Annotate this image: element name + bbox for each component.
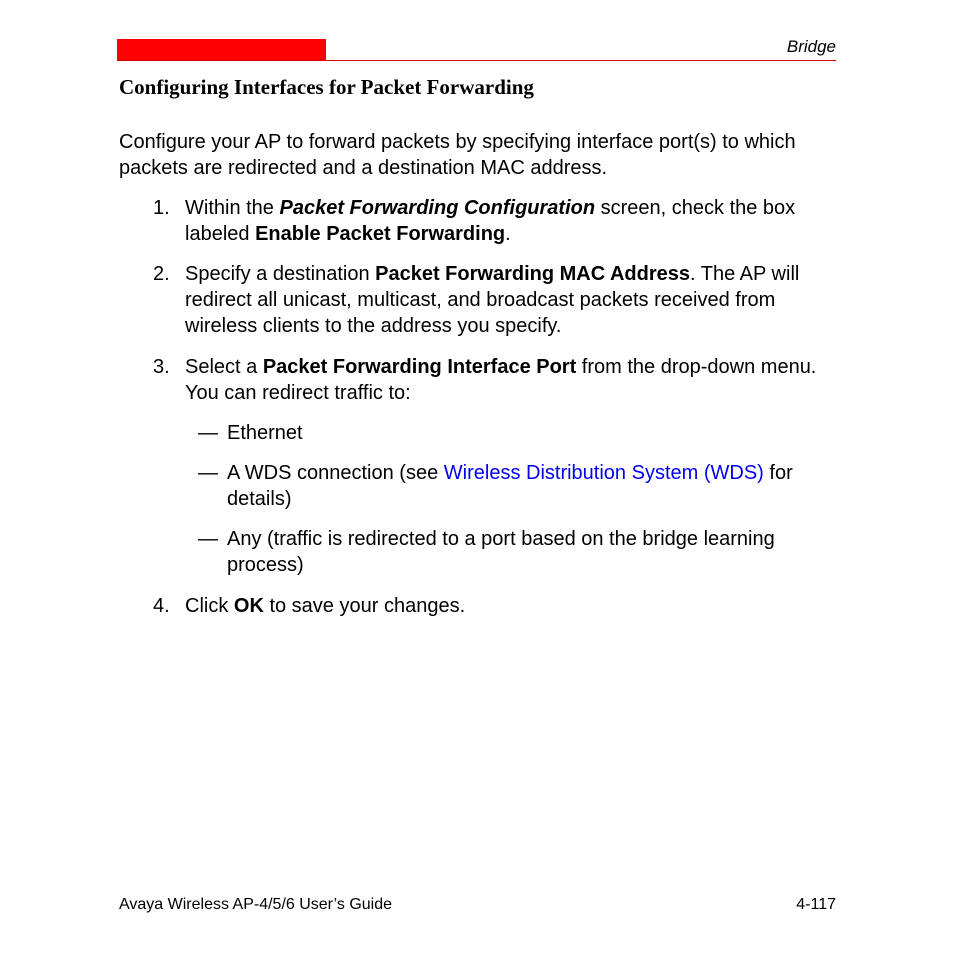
step-number: 3. bbox=[153, 356, 170, 378]
step-text: Click OK to save your changes. bbox=[185, 595, 466, 617]
step-2 bbox=[153, 261, 843, 339]
step-3 bbox=[153, 354, 843, 406]
option-wds: — A WDS connection (see Wireless Distribution System (WDS) for details) bbox=[198, 462, 793, 510]
running-header: Bridge bbox=[786, 37, 836, 56]
intro-paragraph: Configure your AP to forward packets by specifying interface port(s) to which packets are redirected and a destination MAC address. bbox=[119, 131, 796, 179]
screen-name: Packet Forwarding Configuration bbox=[279, 197, 596, 219]
step-text: Within the Packet Forwarding Configuration screen, check the box labeled Enable Packet Forwarding. bbox=[185, 197, 796, 245]
option-any: — Any (traffic is redirected to a port based on the bridge learning process) bbox=[198, 528, 775, 576]
header-accent-bar bbox=[117, 39, 326, 60]
step-4 bbox=[153, 593, 843, 619]
step-1 bbox=[153, 195, 843, 247]
wds-link[interactable]: Wireless Distribution System (WDS) bbox=[443, 462, 764, 484]
footer-page-number: 4-117 bbox=[796, 896, 836, 913]
footer-guide-title: Avaya Wireless AP-4/5/6 User’s Guide bbox=[119, 896, 393, 913]
step-text: Select a Packet Forwarding Interface Port from the drop-down menu. You can redirect traffic to: bbox=[185, 356, 817, 404]
field-name: Packet Forwarding Interface Port bbox=[262, 356, 577, 378]
em-dash: — bbox=[198, 422, 218, 444]
field-name: Packet Forwarding MAC Address bbox=[375, 263, 691, 285]
section-title: Configuring Interfaces for Packet Forwarding bbox=[119, 75, 534, 99]
field-name: Enable Packet Forwarding bbox=[255, 223, 506, 245]
em-dash: — bbox=[198, 462, 218, 484]
header-rule bbox=[117, 60, 836, 61]
step-text: Specify a destination Packet Forwarding MAC Address. The AP will redirect all unicast, multicast, and broadcast packets received from wireless clients to the address you specify. bbox=[185, 263, 800, 337]
step-number: 2. bbox=[153, 263, 170, 285]
option-ethernet: — Ethernet bbox=[198, 422, 303, 444]
button-name: OK bbox=[233, 595, 264, 617]
em-dash: — bbox=[198, 528, 218, 550]
step-number: 1. bbox=[153, 197, 170, 219]
step-number: 4. bbox=[153, 595, 170, 617]
